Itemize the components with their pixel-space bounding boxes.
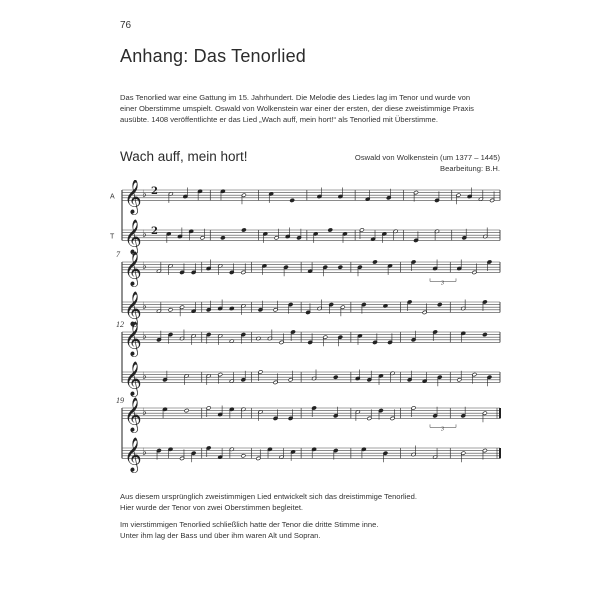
note-head xyxy=(241,454,246,458)
note-head xyxy=(437,302,442,306)
triplet-number: 3 xyxy=(441,426,444,433)
composer-credit: Oswald von Wolkenstein (um 1377 – 1445) xyxy=(354,153,500,162)
flat-icon: ♭ xyxy=(142,301,147,313)
triplet-number: 3 xyxy=(441,280,444,287)
time-signature: 2 xyxy=(151,226,158,238)
flat-icon: ♭ xyxy=(142,189,147,201)
intro-paragraph xyxy=(120,92,510,125)
note-head xyxy=(220,236,225,240)
treble-clef-icon: 𝄞 xyxy=(124,180,142,215)
measure-number: 12 xyxy=(116,320,124,329)
note-head xyxy=(290,198,295,202)
treble-clef-icon: 𝄞 xyxy=(124,361,142,397)
treble-clef-icon: 𝄞 xyxy=(124,437,142,473)
voice-label: A xyxy=(110,193,115,201)
measure-number: 7 xyxy=(116,250,120,259)
closing-text xyxy=(120,492,520,548)
section-title: Anhang: Das Tenorlied xyxy=(120,46,306,66)
treble-clef-icon: 𝄞 xyxy=(124,321,142,357)
note-head xyxy=(372,260,377,264)
time-signature: 2 xyxy=(151,186,158,198)
measure-number: 19 xyxy=(116,396,124,405)
intro-line: einer Oberstimme umspielt. Oswald von Wolkenstein war einer der ersten, der diese zweistimmige Praxis xyxy=(120,104,474,113)
flat-icon: ♭ xyxy=(142,447,147,459)
song-credits xyxy=(355,152,500,174)
closing-line: Im vierstimmigen Tenorlied schließlich hatte der Tenor die dritte Stimme inne. xyxy=(120,520,379,529)
note-head xyxy=(482,332,487,336)
song-title: Wach auff, mein hort! xyxy=(120,149,248,164)
note-head xyxy=(333,375,338,379)
flat-icon: ♭ xyxy=(142,371,147,383)
arrangement-credit: Bearbeitung: B.H. xyxy=(440,164,500,173)
note-head xyxy=(184,408,189,412)
music-score xyxy=(110,180,505,480)
closing-line: Unter ihm lag der Bass und über ihm waren Alt und Sopran. xyxy=(120,530,321,540)
note-head xyxy=(328,228,333,232)
flat-icon: ♭ xyxy=(142,407,147,419)
closing-line: Hier wurde der Tenor von zwei Oberstimmen begleitet. xyxy=(120,502,304,512)
treble-clef-icon: 𝄞 xyxy=(124,291,142,327)
note-head xyxy=(168,308,173,312)
note-head xyxy=(241,228,246,232)
voice-label: T xyxy=(110,233,115,241)
flat-icon: ♭ xyxy=(142,331,147,343)
flat-icon: ♭ xyxy=(142,229,147,241)
treble-clef-icon: 𝄞 xyxy=(124,397,142,433)
note-head xyxy=(338,265,343,269)
closing-line: Aus diesem ursprünglich zweistimmigen Lied entwickelt sich das dreistimmige Tenorlied. xyxy=(120,492,417,501)
intro-line: Das Tenorlied war eine Gattung im 15. Jahrhundert. Die Melodie des Liedes lag im Tenor und wurde von xyxy=(120,93,471,102)
flat-icon: ♭ xyxy=(142,261,147,273)
closing-paragraph xyxy=(120,492,520,513)
treble-clef-icon: 𝄞 xyxy=(124,219,142,255)
page-number: 76 xyxy=(120,20,132,31)
closing-paragraph xyxy=(120,520,520,541)
intro-line: ausübte. 1408 veröffentlichte er das Lied „Wach auff, mein hort!“ als Tenorlied mit Überstimme. xyxy=(120,115,438,124)
treble-clef-icon: 𝄞 xyxy=(124,251,142,287)
